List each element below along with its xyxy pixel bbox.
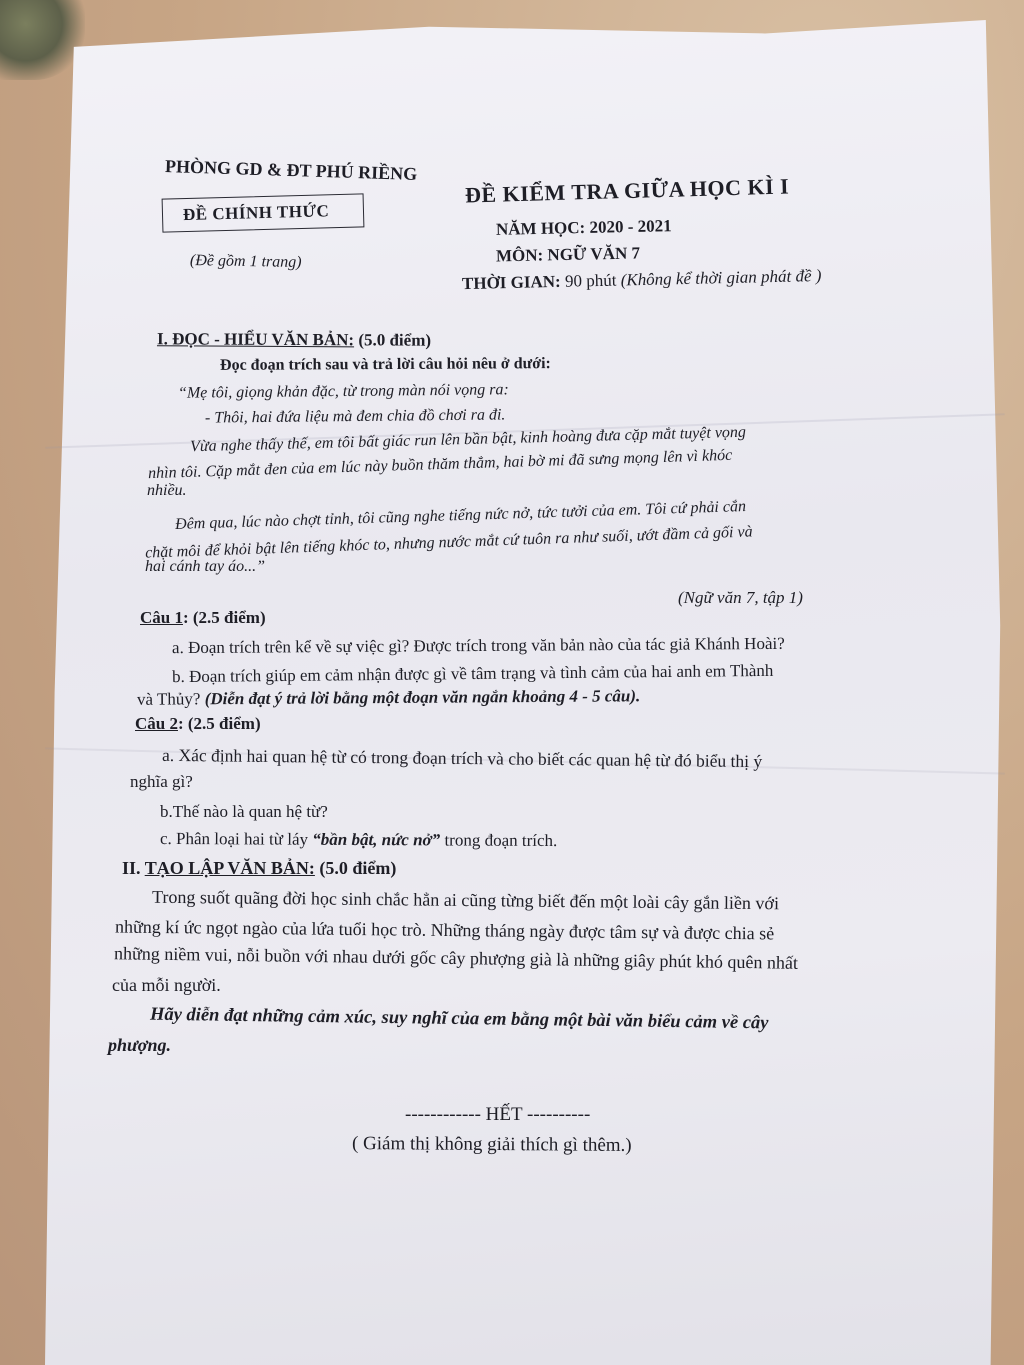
passage-line: hai cánh tay áo...”: [145, 558, 265, 575]
end-marker: ------------ HẾT ----------: [405, 1104, 591, 1125]
part2-para-line: những kí ức ngọt ngào của lứa tuổi học trò. Những tháng ngày được tâm sự và được chia sẻ: [114, 916, 775, 944]
passage-line: Đêm qua, lúc nào chợt tỉnh, tôi cũng nghe tiếng nức nở, tức tưởi của em. Tôi cứ phải cắn: [174, 498, 747, 533]
q2-a-line1: a. Xác định hai quan hệ từ có trong đoạn trích và cho biết các quan hệ từ đó biểu thị ý: [161, 744, 763, 772]
time-note: (Không kể thời gian phát đề ): [620, 265, 822, 290]
part1-instruction: Đọc đoạn trích sau và trả lời câu hỏi nêu ở dưới:: [219, 355, 551, 374]
time-value: 90 phút: [564, 270, 617, 291]
exam-title: ĐỀ KIỂM TRA GIỮA HỌC KÌ I: [464, 173, 790, 208]
part2-para-line: của mỗi người.: [112, 975, 221, 995]
part2-task-line1: Hãy diễn đạt những cảm xúc, suy nghĩ của em bằng một bài văn biểu cảm về cây: [149, 1004, 769, 1034]
official-label: ĐỀ CHÍNH THỨC: [182, 201, 330, 225]
time-label: THỜI GIAN:: [461, 271, 561, 294]
part2-num: II.: [122, 858, 141, 878]
part2-para-line: những niềm vui, nỗi buồn với nhau dưới gốc cây phượng già là những giây phút khó quên nhất: [113, 943, 799, 973]
page-count: (Đề gồm 1 trang): [189, 252, 302, 271]
passage-source: (Ngữ văn 7, tập 1): [678, 588, 803, 607]
part2-heading: [122, 858, 396, 880]
q2-c-words: “bần bật, nức nở”: [312, 829, 441, 850]
q1-label: Câu 1: [140, 608, 183, 627]
passage-line: chặt môi để khỏi bật lên tiếng khóc to, nhưng nước mắt cứ tuôn ra như suối, ướt đầm cả gối và: [144, 523, 753, 562]
q2-label: Câu 2: [135, 714, 178, 733]
passage-line: nhiều.: [147, 482, 187, 499]
part1-title: I. ĐỌC - HIỂU VĂN BẢN:: [156, 329, 355, 350]
q2-b: b.Thế nào là quan hệ từ?: [160, 802, 328, 821]
subject: MÔN: NGỮ VĂN 7: [495, 243, 641, 266]
part2-task-line2: phượng.: [108, 1035, 171, 1055]
part1-points: (5.0 điểm): [358, 330, 432, 350]
q1-a: a. Đoạn trích trên kể về sự việc gì? Được trích trong văn bản nào của tác giả Khánh Hoài?: [171, 633, 785, 658]
part2-points: (5.0 điểm): [319, 858, 397, 878]
department-name: PHÒNG GD & ĐT PHÚ RIỀNG: [164, 156, 418, 184]
passage-line: - Thôi, hai đứa liệu mà đem chia đồ chơi ra đi.: [204, 406, 506, 427]
q2-points: : (2.5 điểm): [177, 714, 261, 733]
school-year: NĂM HỌC: 2020 - 2021: [495, 216, 672, 239]
q1-points: : (2.5 điểm): [182, 608, 266, 627]
invigilator-note: ( Giám thị không giải thích gì thêm.): [351, 1133, 632, 1156]
passage-line: nhìn tôi. Cặp mắt đen của em lúc này buồn thăm thẳm, hai bờ mi đã sưng mọng lên vì khóc: [147, 446, 733, 483]
q1-b-plain: và Thủy?: [136, 689, 201, 709]
q2-a-line2: nghĩa gì?: [130, 772, 193, 791]
q1-b-line1: b. Đoạn trích giúp em cảm nhận được gì về tâm trạng và tình cảm của hai anh em Thành: [171, 660, 774, 687]
q2-c: [160, 829, 557, 851]
part2-para-line: Trong suốt quãng đời học sinh chắc hẳn ai cũng từng biết đến một loài cây gắn liền với: [151, 886, 780, 914]
part1-heading: [157, 329, 431, 351]
q2-heading: [135, 714, 261, 734]
q1-b-line2: [137, 686, 640, 710]
passage-line: “Mẹ tôi, giọng khản đặc, từ trong màn nói vọng ra:: [177, 381, 509, 402]
q1-b-italic: (Diễn đạt ý trả lời bằng một đoạn văn ngắn khoảng 4 - 5 câu).: [204, 686, 641, 709]
q2-c-post: trong đoạn trích.: [444, 830, 558, 851]
part2-title: TẠO LẬP VĂN BẢN:: [144, 858, 315, 878]
q1-heading: [140, 608, 266, 628]
q2-c-pre: c. Phân loại hai từ láy: [159, 828, 309, 849]
passage-line: Vừa nghe thấy thế, em tôi bất giác run lên bần bật, kinh hoàng đưa cặp mắt tuyệt vọng: [189, 423, 747, 456]
official-label-box: [162, 193, 365, 232]
